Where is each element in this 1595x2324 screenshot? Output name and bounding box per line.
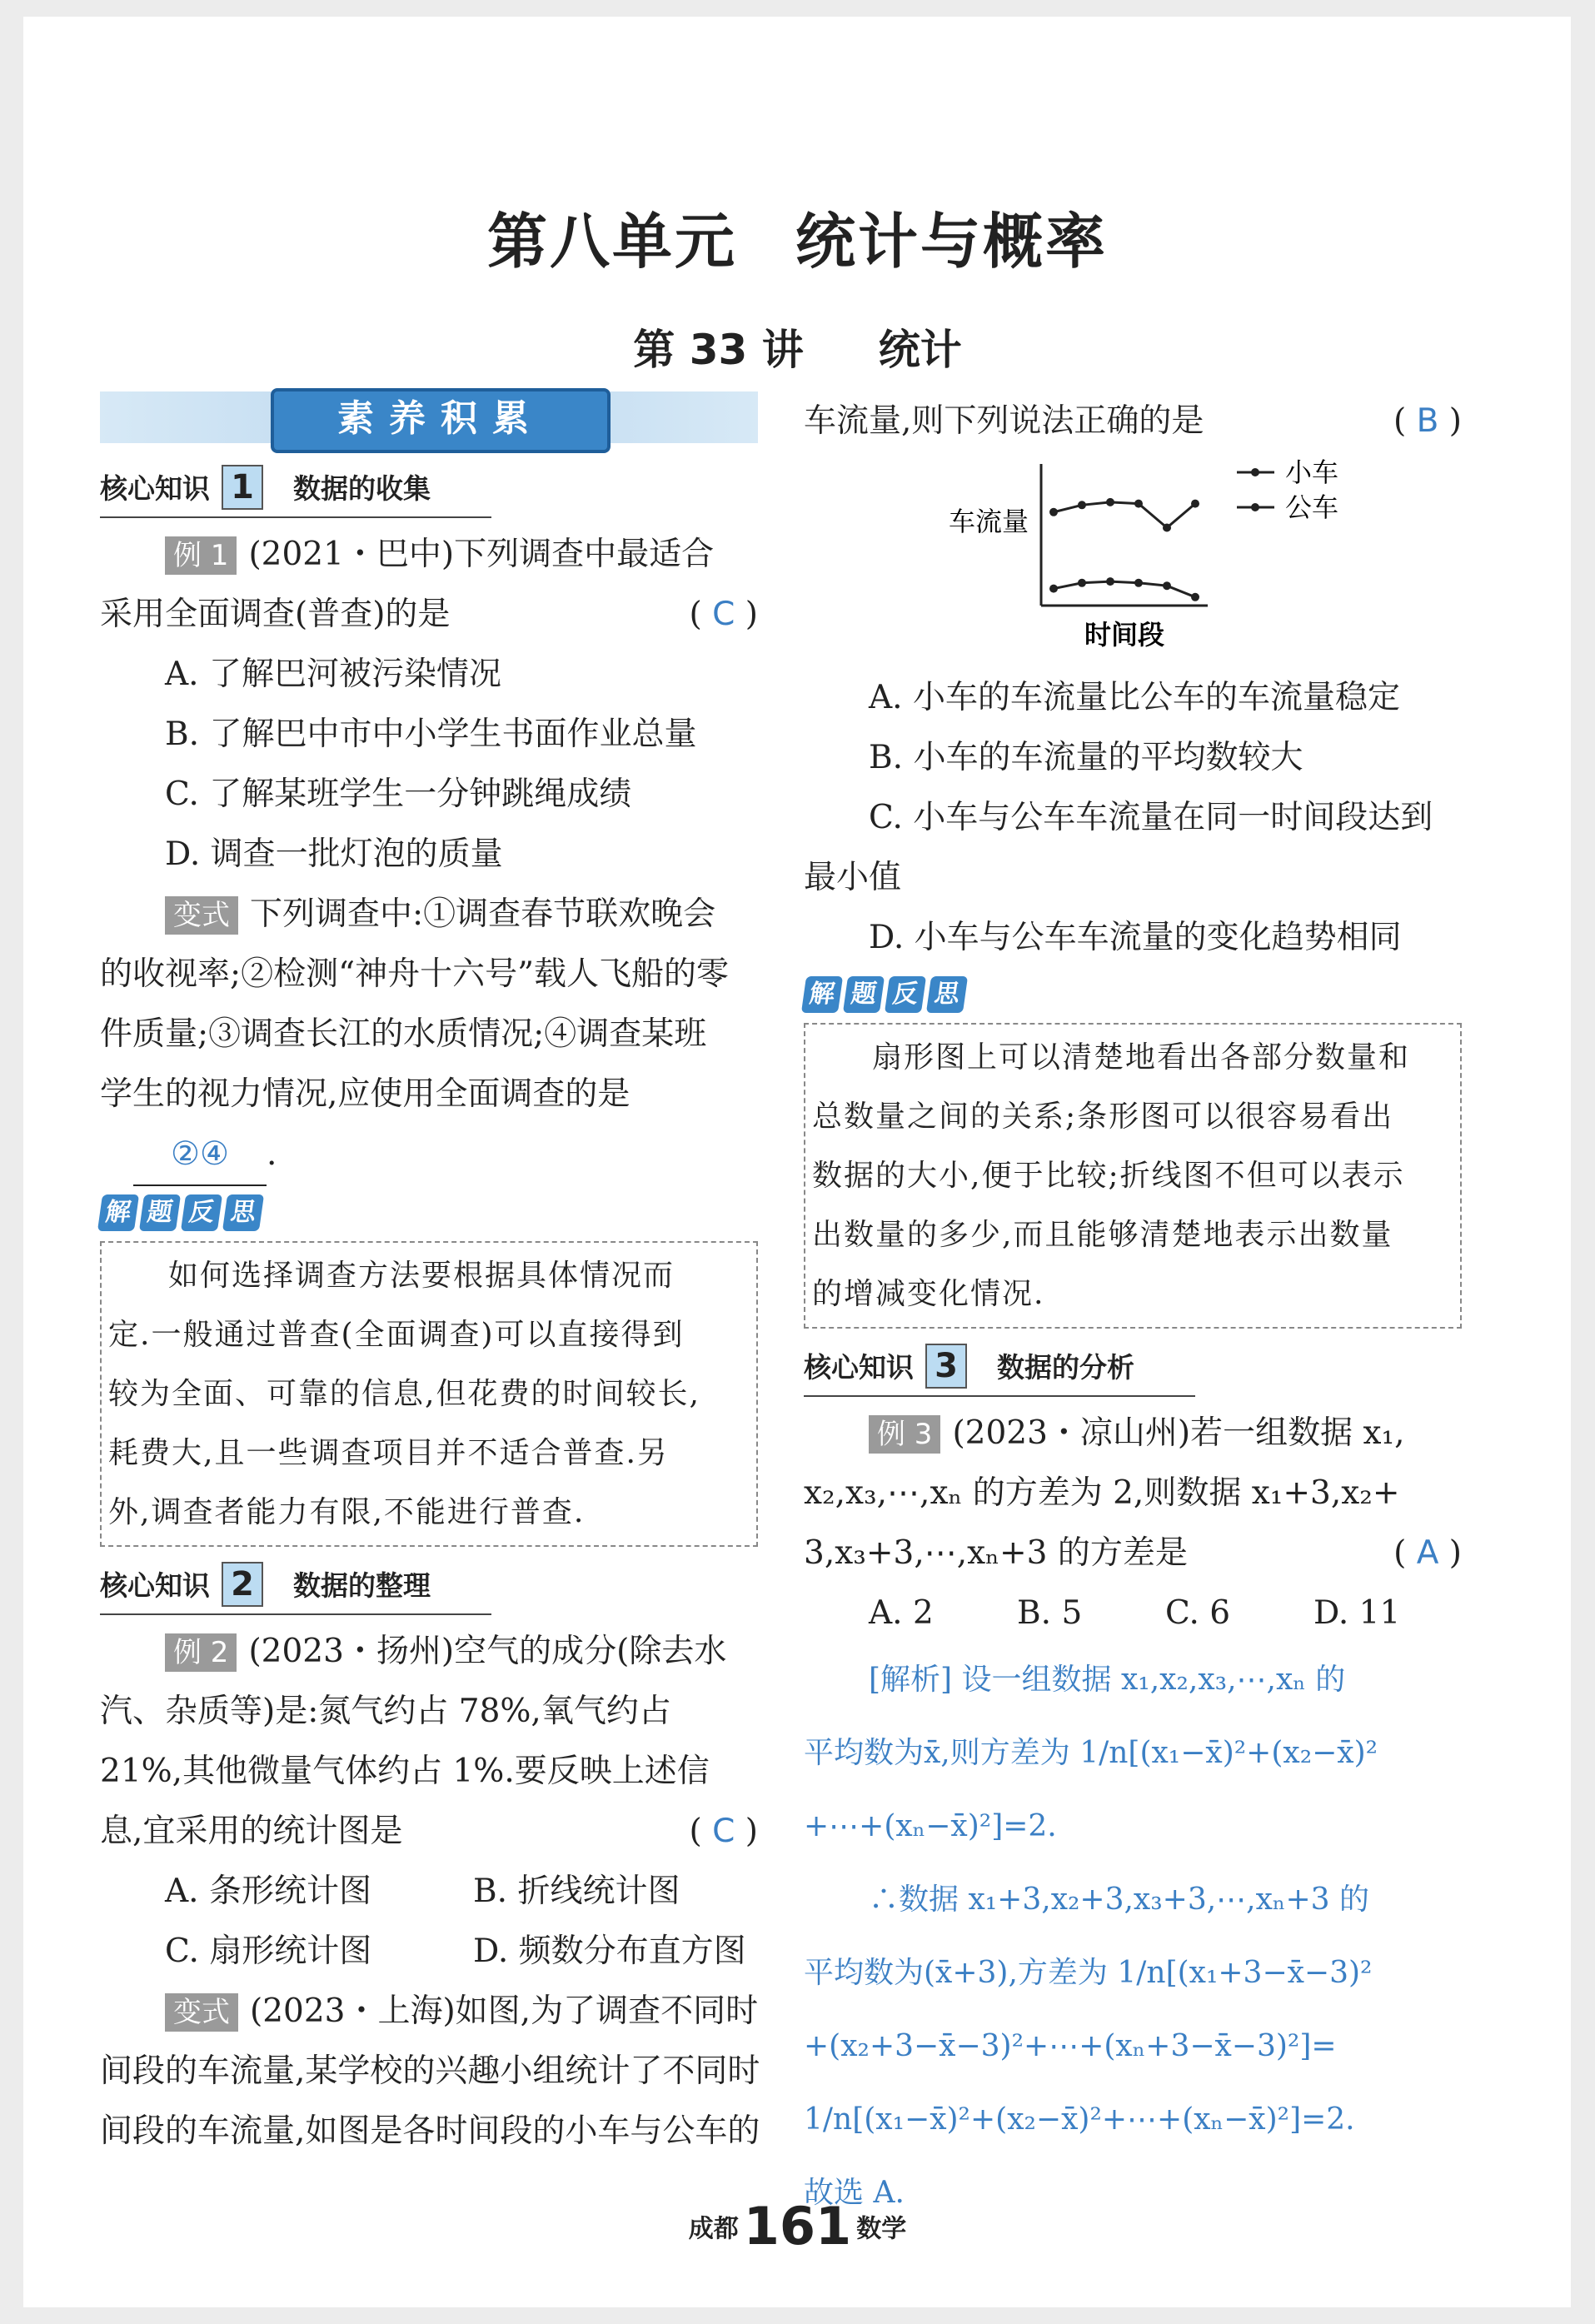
- fill-blank-line: [100, 1125, 758, 1186]
- unit-title: [0, 193, 1595, 280]
- answer: C: [712, 1813, 735, 1850]
- paren-close: ): [745, 1813, 758, 1850]
- traffic-line-chart: [804, 451, 1462, 668]
- explanation-line: 故选 A.: [804, 2176, 905, 2210]
- core-title: 数据的整理: [293, 1569, 431, 1602]
- question-text: (2023・扬州)空气的成分(除去水: [248, 1633, 727, 1670]
- question-text: 间段的车流量,某学校的兴趣小组统计了不同时: [100, 2052, 760, 2090]
- reflection-header: [804, 976, 1462, 1023]
- question-text: x₂,x₃,⋯,xₙ 的方差为 2,则数据 x₁+3,x₂+: [804, 1474, 1400, 1512]
- question-text: 间段的车流量,如图是各时间段的小车与公车的: [100, 2112, 760, 2150]
- y-axis-label: 车流量: [948, 506, 1029, 537]
- reflect-char: 思: [222, 1194, 264, 1231]
- option-row: [100, 1922, 758, 1982]
- variant-1: [100, 885, 758, 945]
- page-footer: [0, 2196, 1595, 2257]
- question-text: 3,x₃+3,⋯,xₙ+3 的方差是: [804, 1534, 1188, 1572]
- data-point: [1106, 577, 1114, 586]
- option: C. 6: [1165, 1594, 1231, 1632]
- data-point: [1106, 498, 1114, 506]
- core-number: 3: [925, 1344, 967, 1389]
- question-text: 的收视率;②检测“神舟十六号”载人飞船的零: [100, 955, 730, 993]
- reflect-char: 题: [843, 976, 885, 1013]
- data-point: [1078, 501, 1086, 509]
- core-label: 核心知识: [100, 472, 210, 505]
- question-text: 车流量,则下列说法正确的是: [804, 402, 1204, 440]
- option: A. 条形统计图: [165, 1873, 371, 1910]
- core-knowledge-1: [100, 461, 491, 518]
- paren-open: (: [1393, 402, 1407, 440]
- answer: B: [1416, 402, 1439, 440]
- option: D. 11: [1313, 1594, 1401, 1632]
- explanation-line: 平均数为x̄,则方差为 1/n[(x₁−x̄)²+(x₂−x̄)²: [804, 1736, 1378, 1770]
- reflection-line: 扇形图上可以清楚地看出各部分数量和: [872, 1040, 1411, 1075]
- reflection-line: 定.一般通过普查(全面调查)可以直接得到: [108, 1318, 685, 1352]
- example-2: [100, 1622, 758, 1682]
- question-text: [100, 1802, 758, 1862]
- sentence-end: .: [267, 1135, 277, 1173]
- legend-marker: [1251, 503, 1259, 511]
- option: A. 了解巴河被污染情况: [165, 656, 501, 693]
- reflection-line: 数据的大小,便于比较;折线图不但可以表示: [812, 1159, 1405, 1193]
- chart-svg: [804, 451, 1462, 668]
- blank-answer: ②④: [133, 1125, 267, 1186]
- option: D. 频数分布直方图: [473, 1933, 746, 1970]
- left-column: [100, 391, 758, 2162]
- option: 最小值: [804, 859, 902, 896]
- option: A. 小车的车流量比公车的车流量稳定: [869, 679, 1400, 716]
- banner-label: 素养积累: [271, 388, 611, 453]
- x-axis-label: 时间段: [1084, 619, 1165, 651]
- example-tag: 例 1: [165, 536, 237, 575]
- explanation-line: ∴数据 x₁+3,x₂+3,x₃+3,⋯,xₙ+3 的: [869, 1883, 1370, 1917]
- option: D. 调查一批灯泡的质量: [165, 835, 503, 873]
- example-tag: 例 2: [165, 1633, 237, 1672]
- option: B. 了解巴中市中小学生书面作业总量: [165, 716, 697, 753]
- variant-tag: 变式: [165, 896, 238, 935]
- question-text: [804, 1524, 1462, 1583]
- answer-paren: [690, 1802, 758, 1862]
- question-text: 汽、杂质等)是:氮气约占 78%,氧气约占: [100, 1693, 671, 1730]
- reflection-line: 的增减变化情况.: [812, 1277, 1045, 1311]
- answer: A: [1416, 1534, 1439, 1572]
- section-banner: [100, 391, 758, 443]
- explanation-line: 平均数为(x̄+3),方差为 1/n[(x₁+3−x̄−3)²: [804, 1956, 1373, 1990]
- data-point: [1078, 579, 1086, 587]
- data-point: [1163, 524, 1171, 532]
- explanation-line: [解析] 设一组数据 x₁,x₂,x₃,⋯,xₙ 的: [869, 1663, 1346, 1697]
- core-label: 核心知识: [100, 1569, 210, 1602]
- lecture-name: 统计: [878, 326, 962, 374]
- option-row: [100, 1862, 758, 1922]
- lecture-number: 第 33 讲: [633, 326, 804, 374]
- footer-city: 成都: [688, 2214, 739, 2244]
- option: B. 5: [1017, 1594, 1083, 1632]
- reflection-line: 如何选择调查方法要根据具体情况而: [168, 1259, 675, 1293]
- reflect-char: 反: [885, 976, 926, 1013]
- reflect-char: 思: [926, 976, 968, 1013]
- paren-close: ): [745, 596, 758, 633]
- data-point: [1134, 579, 1143, 587]
- core-title: 数据的收集: [293, 472, 431, 505]
- core-number: 1: [222, 465, 263, 510]
- example-tag: 例 3: [869, 1415, 940, 1454]
- option: B. 折线统计图: [473, 1873, 680, 1910]
- reflection-line: 外,调查者能力有限,不能进行普查.: [108, 1495, 586, 1529]
- example-3: [804, 1404, 1462, 1464]
- data-point: [1191, 500, 1199, 508]
- reflection-box: [100, 1241, 758, 1547]
- reflect-char: 反: [181, 1194, 222, 1231]
- footer-subject: 数学: [856, 2214, 907, 2244]
- variant-2: [100, 1982, 758, 2042]
- explanation-line: +(x₂+3−x̄−3)²+⋯+(xₙ+3−x̄−3)²]=: [804, 2029, 1337, 2063]
- option-row: [804, 1583, 1462, 1643]
- option: B. 小车的车流量的平均数较大: [869, 739, 1303, 776]
- question-text: 下列调查中:①调查春节联欢晚会: [250, 895, 716, 933]
- page-number: 161: [743, 2196, 852, 2257]
- unit-name: 统计与概率: [795, 207, 1109, 277]
- series-line-0: [1054, 502, 1195, 528]
- example-1: [100, 525, 758, 585]
- data-point: [1049, 585, 1058, 593]
- reflect-char: 解: [97, 1194, 139, 1231]
- question-text: 21%,其他微量气体约占 1%.要反映上述信: [100, 1753, 710, 1790]
- legend-label: 公车: [1285, 491, 1339, 523]
- question-text: [100, 585, 758, 645]
- explanation-line: 1/n[(x₁−x̄)²+(x₂−x̄)²+⋯+(xₙ−x̄)²]=2.: [804, 2102, 1355, 2137]
- paren-close: ): [1448, 1534, 1462, 1572]
- legend-label: 小车: [1285, 456, 1339, 488]
- question-text: 学生的视力情况,应使用全面调查的是: [100, 1075, 631, 1113]
- reflect-char: 题: [139, 1194, 181, 1231]
- reflection-line: 较为全面、可靠的信息,但花费的时间较长,: [108, 1377, 700, 1411]
- option: C. 小车与公车车流量在同一时间段达到: [869, 799, 1433, 836]
- core-title: 数据的分析: [997, 1351, 1134, 1384]
- reflection-line: 出数量的多少,而且能够清楚地表示出数量: [812, 1218, 1393, 1252]
- answer-paren: [690, 585, 758, 645]
- variant-tag: 变式: [165, 1993, 238, 2032]
- legend-marker: [1251, 468, 1259, 476]
- core-knowledge-3: [804, 1340, 1195, 1397]
- question-text: [804, 391, 1462, 451]
- question-text: (2023・上海)如图,为了调查不同时: [250, 1992, 759, 2030]
- reflect-char: 解: [801, 976, 843, 1013]
- data-point: [1163, 581, 1171, 590]
- data-point: [1049, 508, 1058, 516]
- answer: C: [712, 596, 735, 633]
- explanation: [804, 1643, 1462, 2230]
- option: C. 扇形统计图: [165, 1933, 372, 1970]
- question-text: 息,宜采用的统计图是: [100, 1813, 403, 1850]
- reflection-line: 耗费大,且一些调查项目并不适合普查.另: [108, 1436, 669, 1470]
- option: D. 小车与公车车流量的变化趋势相同: [869, 919, 1402, 956]
- question-text: (2023・凉山州)若一组数据 x₁,: [952, 1414, 1405, 1452]
- lecture-title: [0, 317, 1595, 377]
- paren-open: (: [689, 1813, 702, 1850]
- data-point: [1191, 593, 1199, 601]
- question-text: 采用全面调查(普查)的是: [100, 596, 451, 633]
- right-column: [804, 391, 1462, 2230]
- paren-close: ): [1448, 402, 1462, 440]
- option: A. 2: [869, 1594, 934, 1632]
- reflection-box: [804, 1023, 1462, 1329]
- option: C. 了解某班学生一分钟跳绳成绩: [165, 775, 632, 813]
- core-number: 2: [222, 1562, 263, 1607]
- unit-number: 第八单元: [486, 207, 737, 277]
- core-knowledge-2: [100, 1558, 491, 1615]
- paren-open: (: [689, 596, 702, 633]
- paren-open: (: [1393, 1534, 1407, 1572]
- core-label: 核心知识: [804, 1351, 914, 1384]
- series-line-1: [1054, 581, 1195, 597]
- answer-paren: [1393, 391, 1462, 451]
- answer-paren: [1393, 1524, 1462, 1583]
- reflection-line: 总数量之间的关系;条形图可以很容易看出: [812, 1100, 1394, 1134]
- data-point: [1134, 500, 1143, 508]
- explanation-line: +⋯+(xₙ−x̄)²]=2.: [804, 1809, 1057, 1843]
- question-text: 件质量;③调查长江的水质情况;④调查某班: [100, 1015, 707, 1053]
- reflection-header: [100, 1194, 758, 1241]
- question-text: (2021・巴中)下列调查中最适合: [248, 536, 715, 573]
